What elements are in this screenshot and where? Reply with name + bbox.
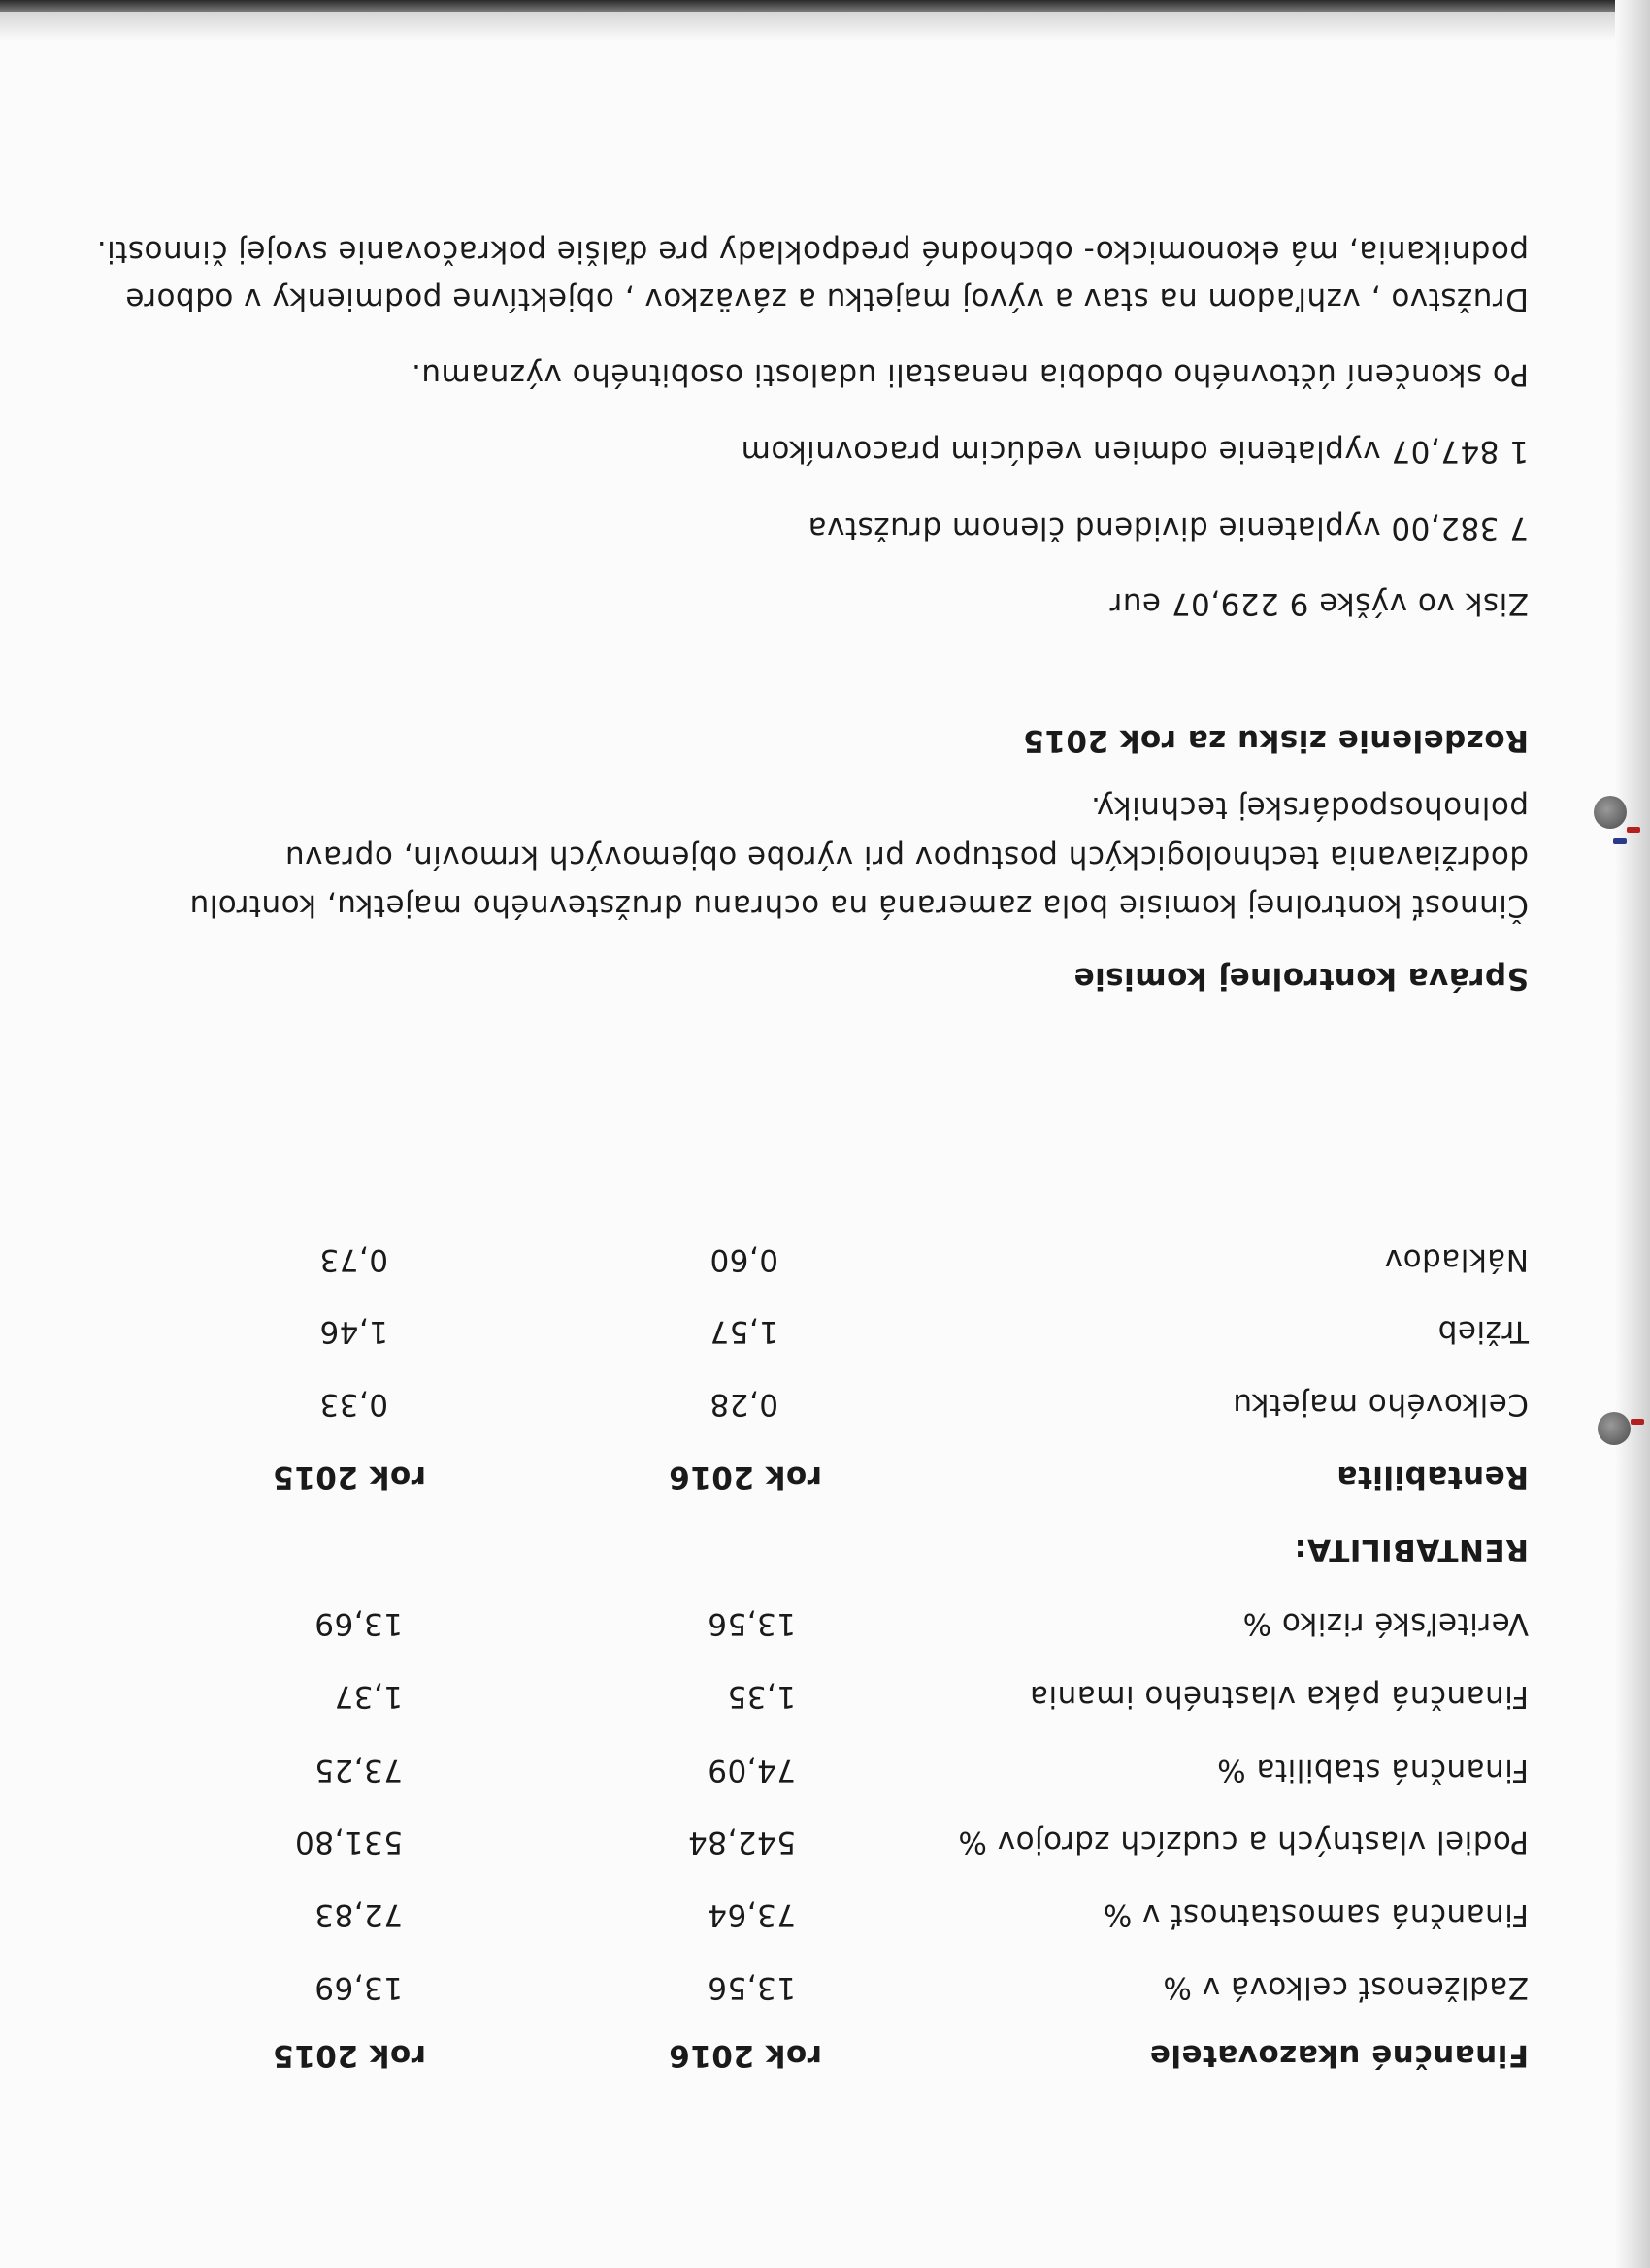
rentability-title: Rentabilita bbox=[1336, 1460, 1529, 1495]
financial-row-2016: 542,84 bbox=[687, 1824, 796, 1859]
distribution-title: Rozdelenie zisku za rok 2015 bbox=[1022, 723, 1529, 758]
distribution-profit: Zisk vo výške 9 229,07 eur bbox=[1109, 586, 1529, 621]
financial-title: Finančné ukazovatele bbox=[1149, 2038, 1529, 2073]
financial-row-2015: 1,37 bbox=[333, 1679, 403, 1714]
financial-row-2015: 531,80 bbox=[294, 1824, 403, 1859]
rentability-row-label: Celkového majetku bbox=[1232, 1387, 1529, 1422]
rentability-row-2015: 0,73 bbox=[318, 1242, 388, 1277]
financial-row-2016: 73,64 bbox=[707, 1897, 796, 1932]
report-line: dodržiavania technologických postupov pri výrobe objemových krmovín, opravu bbox=[284, 839, 1529, 874]
rentability-col-2015: rok 2015 bbox=[272, 1460, 426, 1495]
rentability-row-2016: 0,60 bbox=[709, 1242, 778, 1277]
financial-row-label: Zadlženosť celková v % bbox=[1162, 1970, 1529, 2005]
distribution-reward: 1 847,07 vyplatenie odmien vedúcim pracovníkom bbox=[741, 434, 1529, 469]
financial-col-2016: rok 2016 bbox=[668, 2038, 822, 2073]
rentability-row-2016: 1,57 bbox=[709, 1314, 778, 1349]
financial-row-2016: 13,56 bbox=[707, 1970, 796, 2005]
financial-row-2015: 73,25 bbox=[314, 1753, 403, 1788]
financial-row-2015: 13,69 bbox=[314, 1970, 403, 2005]
financial-row-label: Finančná páka vlastného imania bbox=[1029, 1679, 1529, 1714]
financial-row-label: Finančná samostatnosť v % bbox=[1103, 1897, 1529, 1932]
rentability-row-label: Tržieb bbox=[1437, 1314, 1529, 1349]
rentability-row-2015: 1,46 bbox=[318, 1314, 388, 1349]
rentability-section-title: RENTABILITA: bbox=[1294, 1532, 1529, 1567]
report-line: Činnosť kontrolnej komisie bola zameraná na ochranu družstevného majetku, kontrolu bbox=[189, 888, 1529, 923]
rentability-row-2015: 0,33 bbox=[318, 1387, 388, 1422]
rentability-row-label: Nákladov bbox=[1384, 1242, 1529, 1277]
rentability-row-2016: 0,28 bbox=[709, 1387, 778, 1422]
closing-outlook-line: Družstvo , vzhľadom na stav a vývoj majetku a záväzkov , objektívne podmienky v odbore bbox=[124, 281, 1529, 316]
closing-events: Po skončení účtovného obdobia nenastali udalosti osobitného významu. bbox=[411, 357, 1529, 392]
report-title: Správa kontrolnej komisie bbox=[1073, 961, 1529, 996]
financial-row-label: Podiel vlastných a cudzích zdrojov % bbox=[957, 1824, 1529, 1859]
financial-row-2016: 74,09 bbox=[707, 1753, 796, 1788]
financial-col-2015: rok 2015 bbox=[272, 2038, 426, 2073]
financial-row-2015: 13,69 bbox=[314, 1606, 403, 1641]
rentability-col-2016: rok 2016 bbox=[668, 1460, 822, 1495]
financial-row-2016: 13,56 bbox=[707, 1606, 796, 1641]
distribution-dividend: 7 382,00 vyplatenie dividend členom družstva bbox=[808, 510, 1529, 545]
financial-row-label: Finančná stabilita % bbox=[1216, 1753, 1529, 1788]
financial-row-2016: 1,35 bbox=[726, 1679, 796, 1714]
financial-row-2015: 72,83 bbox=[314, 1897, 403, 1932]
closing-outlook-line: podnikania, má ekonomicko- obchodné predpoklady pre ďalšie pokračovanie svojej činnosti. bbox=[96, 234, 1529, 269]
report-line: polnohospodárskej techniky. bbox=[1090, 790, 1529, 825]
financial-row-label: Veriteľské riziko % bbox=[1242, 1606, 1529, 1641]
